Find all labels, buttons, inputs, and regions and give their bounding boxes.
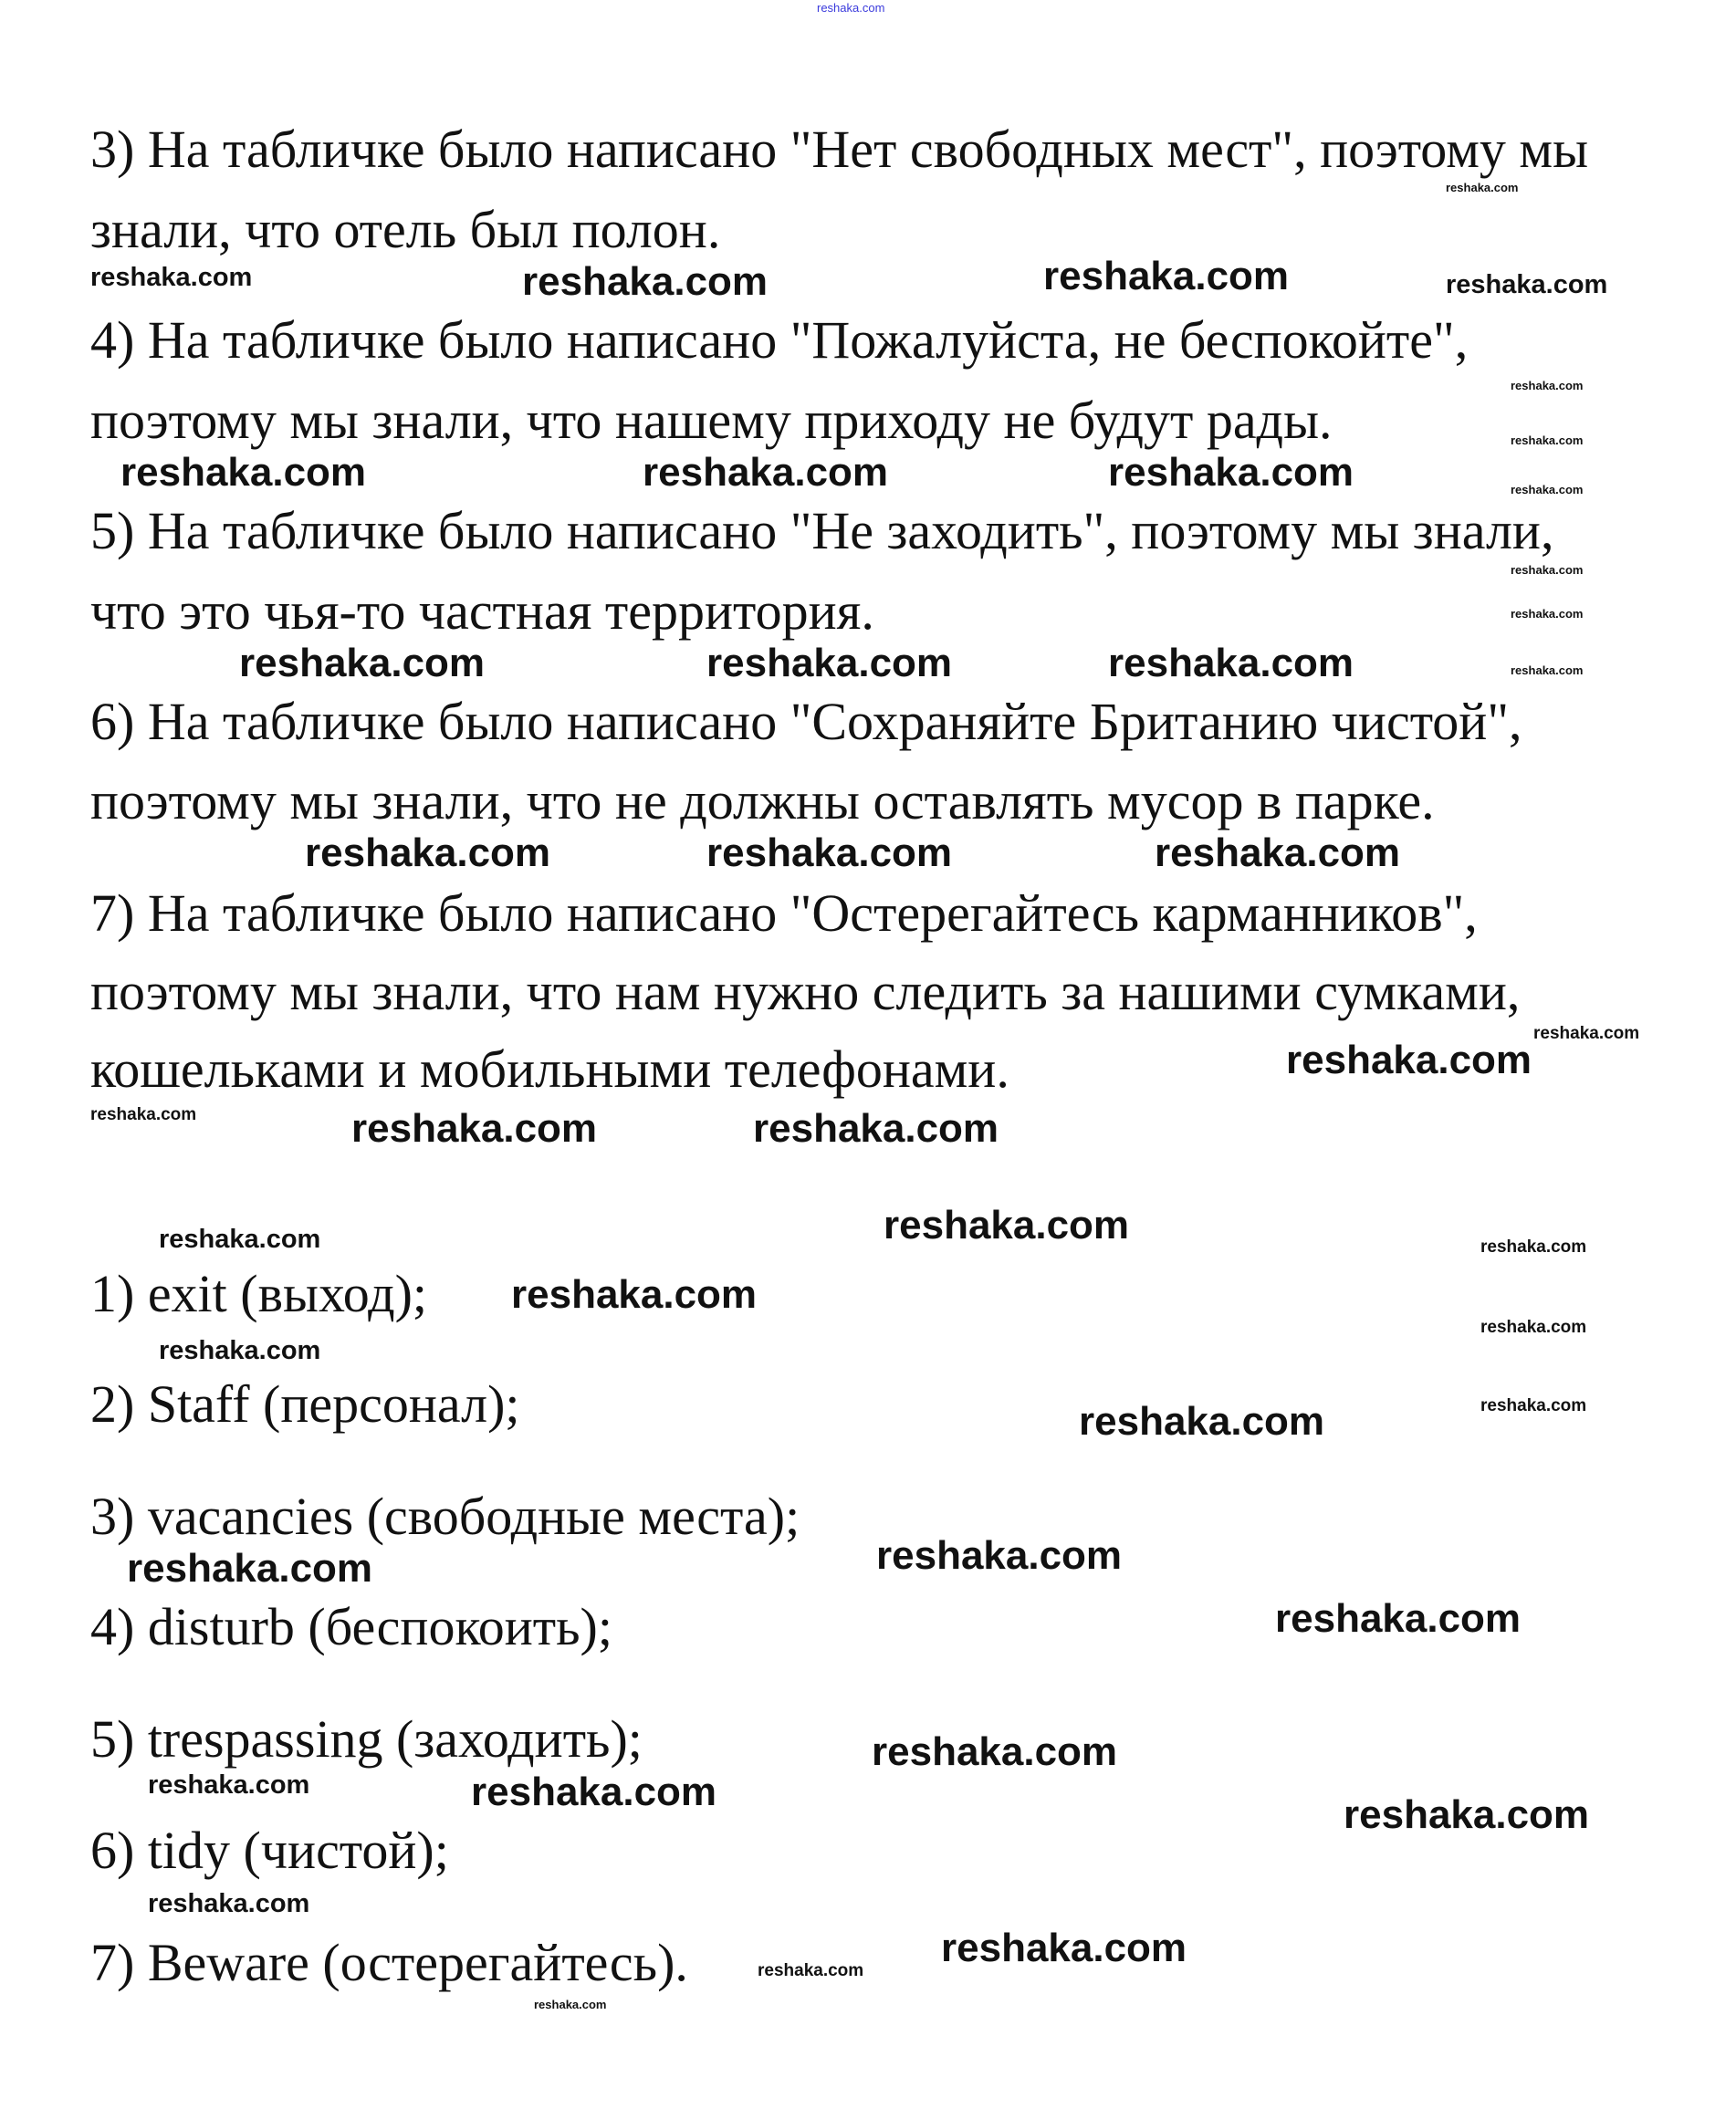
sentence-line: знали, что отель был полон. [90, 200, 721, 259]
sentence-line: поэтому мы знали, что нашему приходу не будут рады. [90, 391, 1333, 450]
watermark: reshaka.com [706, 830, 953, 875]
watermark: reshaka.com [534, 1998, 607, 2011]
watermark: reshaka.com [1511, 379, 1584, 392]
watermark: reshaka.com [643, 450, 889, 495]
watermark: reshaka.com [706, 641, 953, 685]
watermark: reshaka.com [1108, 641, 1354, 685]
watermark: reshaka.com [148, 1770, 310, 1800]
watermark: reshaka.com [817, 1, 885, 15]
watermark: reshaka.com [1155, 830, 1401, 875]
sentence-line: 7) На табличке было написано "Остерегайтесь карманников", [90, 883, 1478, 943]
watermark: reshaka.com [1446, 181, 1519, 194]
watermark: reshaka.com [1533, 1024, 1640, 1043]
watermark: reshaka.com [884, 1203, 1130, 1248]
watermark: reshaka.com [471, 1770, 717, 1814]
watermark: reshaka.com [120, 450, 367, 495]
answer-line: 3) vacancies (свободные места); [90, 1487, 800, 1546]
watermark: reshaka.com [127, 1546, 373, 1591]
watermark: reshaka.com [1480, 1396, 1587, 1415]
watermark: reshaka.com [305, 830, 551, 875]
watermark: reshaka.com [1079, 1399, 1325, 1444]
watermark: reshaka.com [90, 1105, 197, 1124]
watermark: reshaka.com [239, 641, 486, 685]
answer-line: 7) Beware (остерегайтесь). [90, 1933, 688, 1992]
sentence-line: кошельками и мобильными телефонами. [90, 1039, 1009, 1099]
watermark: reshaka.com [1446, 270, 1608, 299]
sentence-line: 6) На табличке было написано "Сохраняйте Британию чистой", [90, 692, 1522, 751]
watermark: reshaka.com [159, 1225, 321, 1254]
answer-line: 1) exit (выход); [90, 1264, 428, 1323]
watermark: reshaka.com [1275, 1596, 1522, 1641]
watermark: reshaka.com [1511, 563, 1584, 577]
watermark: reshaka.com [872, 1729, 1118, 1774]
sentence-line: 3) На табличке было написано "Нет свободных мест", поэтому мы [90, 120, 1589, 179]
watermark: reshaka.com [1480, 1237, 1587, 1257]
watermark: reshaka.com [1480, 1318, 1587, 1337]
watermark: reshaka.com [159, 1336, 321, 1365]
watermark: reshaka.com [1511, 663, 1584, 677]
answer-line: 2) Staff (персонал); [90, 1374, 520, 1434]
watermark: reshaka.com [1108, 450, 1354, 495]
watermark: reshaka.com [753, 1106, 999, 1151]
watermark: reshaka.com [1344, 1792, 1590, 1837]
sentence-line: 5) На табличке было написано "Не заходить", поэтому мы знали, [90, 501, 1554, 560]
watermark: reshaka.com [351, 1106, 598, 1151]
watermark: reshaka.com [148, 1889, 310, 1918]
watermark: reshaka.com [758, 1961, 864, 1980]
sentence-line: поэтому мы знали, что нам нужно следить за нашими сумками, [90, 962, 1521, 1021]
answer-line: 5) trespassing (заходить); [90, 1709, 643, 1769]
watermark: reshaka.com [941, 1926, 1187, 1970]
watermark: reshaka.com [1511, 607, 1584, 621]
watermark: reshaka.com [1511, 433, 1584, 447]
watermark: reshaka.com [1511, 483, 1584, 496]
sentence-line: 4) На табличке было написано "Пожалуйста, не беспокойте", [90, 310, 1469, 370]
sentence-line: что это чья-то частная территория. [90, 581, 874, 641]
watermark: reshaka.com [522, 259, 769, 304]
watermark: reshaka.com [1043, 254, 1290, 298]
watermark: reshaka.com [90, 263, 253, 292]
watermark: reshaka.com [511, 1272, 758, 1317]
answer-line: 4) disturb (беспокоить); [90, 1597, 612, 1656]
watermark: reshaka.com [876, 1533, 1123, 1578]
answer-line: 6) tidy (чистой); [90, 1821, 449, 1880]
watermark: reshaka.com [1286, 1038, 1532, 1082]
sentence-line: поэтому мы знали, что не должны оставлять мусор в парке. [90, 771, 1435, 830]
